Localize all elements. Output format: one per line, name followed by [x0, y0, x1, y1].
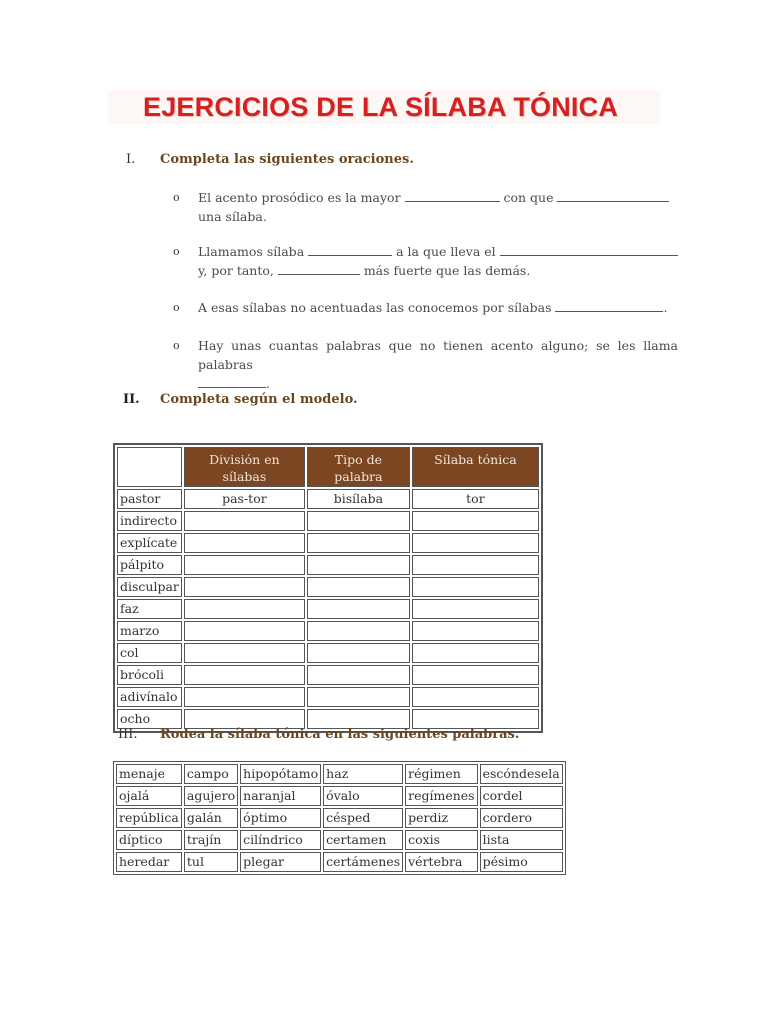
header-tonica: Sílaba tónica: [412, 447, 539, 487]
word-cell[interactable]: tul: [184, 852, 238, 872]
table-row: [116, 830, 563, 850]
word-cell[interactable]: hipopótamo: [240, 764, 321, 784]
blank[interactable]: [405, 190, 500, 202]
tonica-cell[interactable]: [412, 643, 539, 663]
tonica-cell[interactable]: [412, 511, 539, 531]
tipo-cell[interactable]: [307, 621, 410, 641]
tonica-cell[interactable]: tor: [412, 489, 539, 509]
section1-title: Completa las siguientes oraciones.: [160, 152, 414, 167]
word-cell: ocho: [117, 709, 182, 729]
word-cell[interactable]: regímenes: [405, 786, 478, 806]
word-cell[interactable]: cordel: [480, 786, 563, 806]
tonica-cell[interactable]: [412, 709, 539, 729]
word-cell[interactable]: coxis: [405, 830, 478, 850]
word-cell: disculpar: [117, 577, 182, 597]
tipo-cell[interactable]: [307, 577, 410, 597]
tipo-cell[interactable]: [307, 687, 410, 707]
word-cell[interactable]: díptico: [116, 830, 182, 850]
section1-number: I.: [126, 152, 136, 167]
word-cell[interactable]: galán: [184, 808, 238, 828]
division-cell[interactable]: [184, 555, 305, 575]
word-cell: adivínalo: [117, 687, 182, 707]
tonica-cell[interactable]: [412, 665, 539, 685]
word-cell: faz: [117, 599, 182, 619]
word-cell[interactable]: heredar: [116, 852, 182, 872]
word-cell[interactable]: campo: [184, 764, 238, 784]
word-cell[interactable]: ojalá: [116, 786, 182, 806]
blank[interactable]: [557, 190, 669, 202]
section3-title: Rodea la sílaba tónica en las siguientes palabras.: [160, 727, 520, 742]
division-cell[interactable]: pas-tor: [184, 489, 305, 509]
section3-number: III.: [118, 727, 138, 742]
division-cell[interactable]: [184, 643, 305, 663]
sentence-1: El acento prosódico es la mayor con que una sílaba.: [198, 188, 678, 226]
header-tipo: Tipo de palabra: [307, 447, 410, 487]
table-row: [117, 533, 539, 553]
tipo-cell[interactable]: [307, 555, 410, 575]
word-cell[interactable]: perdiz: [405, 808, 478, 828]
tonica-cell[interactable]: [412, 577, 539, 597]
word-cell: indirecto: [117, 511, 182, 531]
word-cell[interactable]: certámenes: [323, 852, 403, 872]
division-cell[interactable]: [184, 687, 305, 707]
tonica-cell[interactable]: [412, 555, 539, 575]
tonica-cell[interactable]: [412, 533, 539, 553]
tipo-cell[interactable]: [307, 709, 410, 729]
tipo-cell[interactable]: [307, 533, 410, 553]
table-row: [117, 577, 539, 597]
table-row: [117, 555, 539, 575]
sentence-4: Hay unas cuantas palabras que no tienen acento alguno; se les llama palabras .: [198, 338, 678, 391]
table-row: [117, 709, 539, 729]
section2-title: Completa según el modelo.: [160, 392, 358, 407]
blank[interactable]: [308, 244, 392, 256]
table-row: [116, 808, 563, 828]
word-cell: col: [117, 643, 182, 663]
sentence-3: A esas sílabas no acentuadas las conocemos por sílabas .: [198, 300, 668, 315]
header-division: División en sílabas: [184, 447, 305, 487]
division-cell[interactable]: [184, 533, 305, 553]
sentence-2: Llamamos sílaba a la que lleva el y, por tanto, más fuerte que las demás.: [198, 242, 678, 280]
word-cell[interactable]: agujero: [184, 786, 238, 806]
word-cell[interactable]: lista: [480, 830, 563, 850]
table-row: [117, 665, 539, 685]
table-row: [116, 786, 563, 806]
word-cell[interactable]: césped: [323, 808, 403, 828]
word-cell: pastor: [117, 489, 182, 509]
word-cell[interactable]: haz: [323, 764, 403, 784]
tonica-cell[interactable]: [412, 599, 539, 619]
bullet-icon: o: [173, 191, 180, 204]
model-table: [113, 443, 543, 733]
word-cell: marzo: [117, 621, 182, 641]
tipo-cell[interactable]: [307, 643, 410, 663]
tonica-cell[interactable]: [412, 621, 539, 641]
division-cell[interactable]: [184, 665, 305, 685]
word-cell[interactable]: cilíndrico: [240, 830, 321, 850]
division-cell[interactable]: [184, 577, 305, 597]
tipo-cell[interactable]: [307, 665, 410, 685]
table-row: [117, 687, 539, 707]
word-cell: explícate: [117, 533, 182, 553]
table-row: [116, 852, 563, 872]
page-title: EJERCICIOS DE LA SÍLABA TÓNICA: [143, 92, 619, 122]
division-cell[interactable]: [184, 599, 305, 619]
bullet-icon: o: [173, 301, 180, 314]
word-cell[interactable]: óvalo: [323, 786, 403, 806]
words-table: [113, 761, 566, 875]
word-cell[interactable]: certamen: [323, 830, 403, 850]
section2-number: II.: [123, 392, 140, 407]
blank[interactable]: [198, 376, 266, 388]
word-cell[interactable]: cordero: [480, 808, 563, 828]
word-cell[interactable]: escóndesela: [480, 764, 563, 784]
word-cell[interactable]: trajín: [184, 830, 238, 850]
division-cell[interactable]: [184, 621, 305, 641]
tonica-cell[interactable]: [412, 687, 539, 707]
word-cell[interactable]: menaje: [116, 764, 182, 784]
tipo-cell[interactable]: [307, 599, 410, 619]
word-cell[interactable]: óptimo: [240, 808, 321, 828]
word-cell[interactable]: plegar: [240, 852, 321, 872]
tipo-cell[interactable]: [307, 511, 410, 531]
table-row: [117, 489, 539, 509]
word-cell[interactable]: pésimo: [480, 852, 563, 872]
table-row: [117, 511, 539, 531]
table-row: [117, 643, 539, 663]
division-cell[interactable]: [184, 511, 305, 531]
blank[interactable]: [500, 244, 678, 256]
bullet-icon: o: [173, 339, 180, 352]
blank[interactable]: [278, 263, 360, 275]
table-corner: [117, 447, 182, 487]
word-cell[interactable]: república: [116, 808, 182, 828]
table-row: [117, 621, 539, 641]
word-cell[interactable]: naranjal: [240, 786, 321, 806]
word-cell: brócoli: [117, 665, 182, 685]
blank[interactable]: [555, 300, 663, 312]
division-cell[interactable]: [184, 709, 305, 729]
word-cell[interactable]: régimen: [405, 764, 478, 784]
word-cell[interactable]: vértebra: [405, 852, 478, 872]
tipo-cell[interactable]: bisílaba: [307, 489, 410, 509]
table-row: [117, 599, 539, 619]
table-row: [116, 764, 563, 784]
word-cell: pálpito: [117, 555, 182, 575]
bullet-icon: o: [173, 245, 180, 258]
